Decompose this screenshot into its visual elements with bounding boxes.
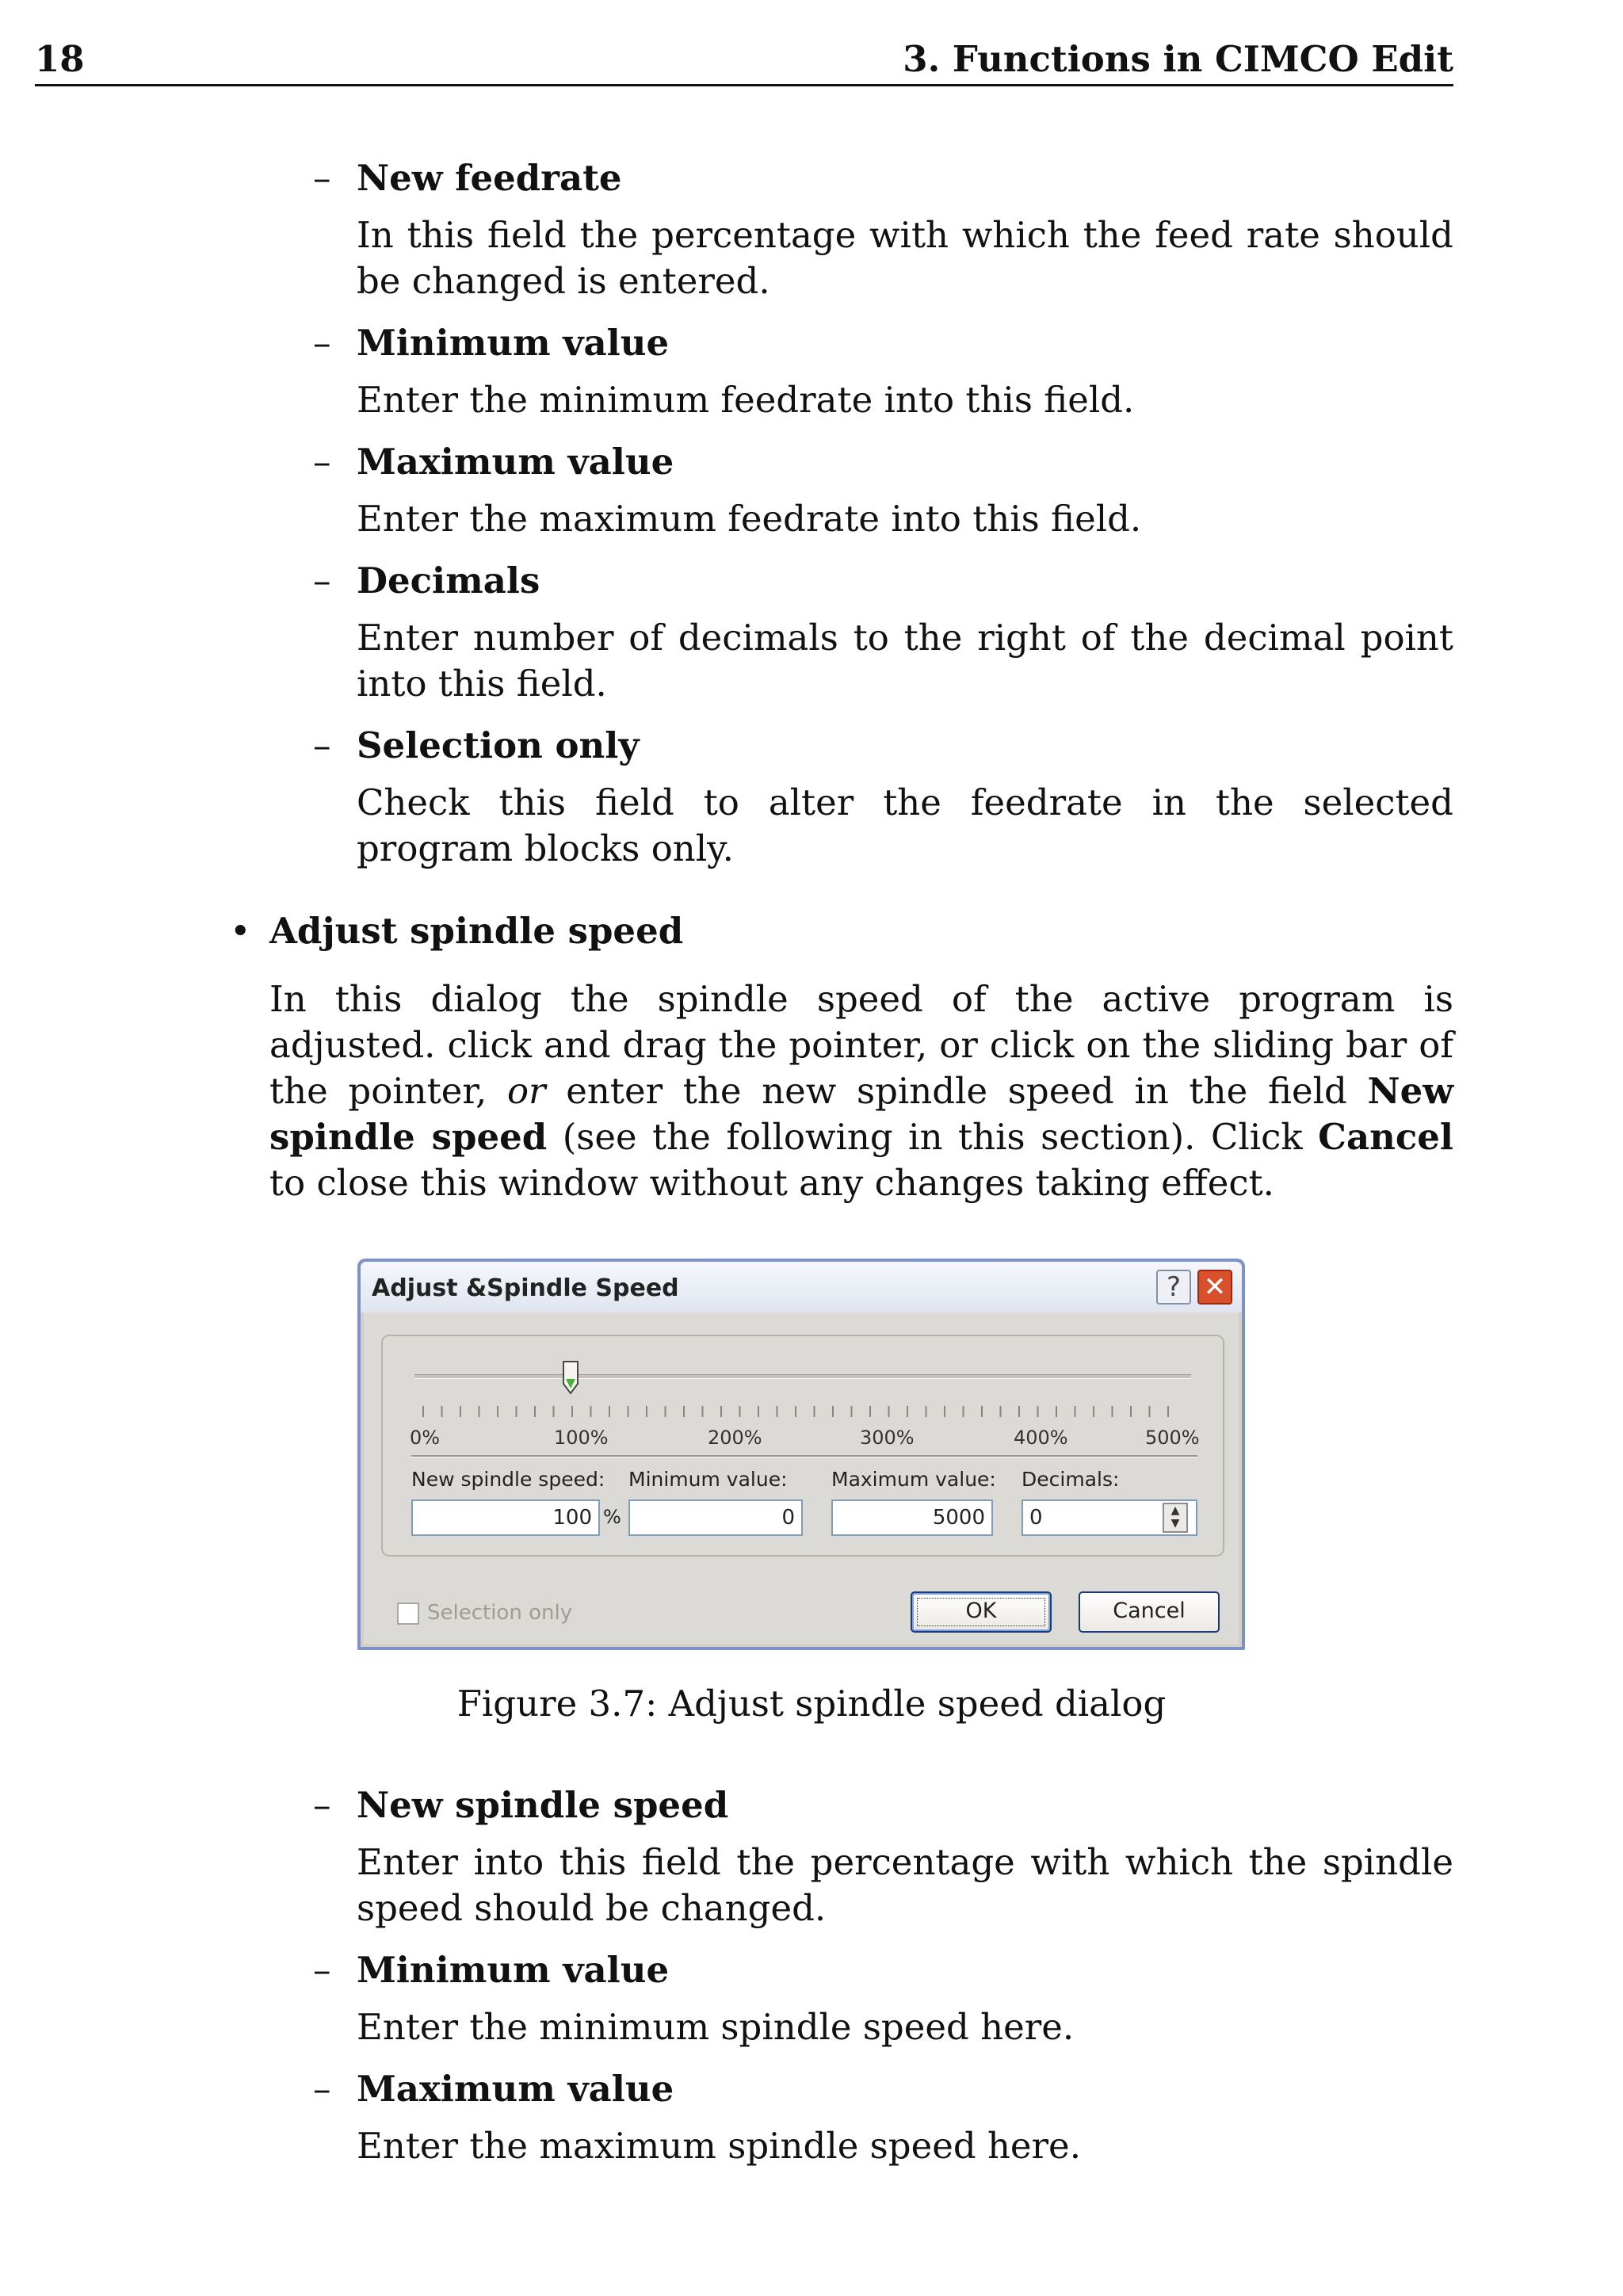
body-text: to close this window without any changes taking effect.	[269, 1162, 1274, 1204]
close-button[interactable]: ✕	[1197, 1270, 1232, 1305]
decimals-spinner[interactable]	[1163, 1503, 1188, 1533]
decimals-input[interactable]: 0	[1022, 1499, 1197, 1536]
body-strong: New spindle speed	[269, 1070, 1453, 1158]
new-spindle-speed-label: New spindle speed:	[411, 1468, 605, 1491]
body-text: In this dialog the spindle speed of the active program is adjusted. click and drag the pointer, or click on the sliding bar of the pointer,	[269, 978, 1453, 1112]
tick-label: 0%	[410, 1427, 441, 1449]
list-dash: –	[313, 2068, 331, 2110]
spin-up-icon[interactable]: ▲	[1170, 1504, 1180, 1517]
subsection-title	[313, 2068, 674, 2110]
subsection-title-text: New spindle speed	[357, 1784, 729, 1826]
cancel-button[interactable]	[1079, 1591, 1220, 1633]
body-strong: Cancel	[1318, 1116, 1453, 1158]
page-header	[35, 38, 1453, 86]
spin-down-icon[interactable]: ▼	[1170, 1517, 1180, 1530]
tick-label: 200%	[708, 1427, 762, 1449]
dialog-titlebar[interactable]	[361, 1262, 1242, 1312]
subsection-title-text: Minimum value	[357, 322, 670, 364]
selection-only-label: Selection only	[427, 1601, 573, 1625]
running-title: 3. Functions in CIMCO Edit	[903, 38, 1453, 80]
list-dash: –	[313, 441, 331, 483]
cancel-button-label: Cancel	[1113, 1599, 1186, 1623]
subsection-body: Check this field to alter the feedrate in the selected program blocks only.	[357, 781, 1453, 869]
list-dash: –	[313, 1784, 331, 1826]
bullet-icon: •	[230, 910, 251, 952]
subsection-title	[313, 157, 622, 199]
body-text: (see the following in this section). Click	[547, 1116, 1319, 1158]
subsection-title-text: Maximum value	[357, 2068, 674, 2110]
subsection-body: Enter into this field the percentage with which the spindle speed should be changed.	[357, 1841, 1453, 1929]
group-separator	[411, 1455, 1197, 1457]
new-spindle-speed-input[interactable]: 100	[411, 1499, 600, 1536]
tick-label: 300%	[860, 1427, 915, 1449]
subsection-title-text: Selection only	[357, 724, 640, 766]
list-dash: –	[313, 322, 331, 364]
list-dash: –	[313, 157, 331, 199]
subsection-title	[313, 441, 674, 483]
subsection-title	[313, 322, 670, 364]
subsection-title-text: New feedrate	[357, 157, 622, 199]
decimals-label: Decimals:	[1022, 1468, 1120, 1491]
subsection-body: Enter the minimum spindle speed here.	[357, 2006, 1075, 2048]
list-dash: –	[313, 724, 331, 766]
subsection-body: Enter the maximum feedrate into this field.	[357, 498, 1142, 540]
list-dash: –	[313, 1949, 331, 1991]
minimum-value-label: Minimum value:	[628, 1468, 788, 1491]
bullet-body	[269, 976, 1453, 1206]
subsection-title-text: Decimals	[357, 560, 540, 602]
bullet-heading-text: Adjust spindle speed	[269, 910, 684, 952]
list-dash: –	[313, 560, 331, 602]
body-emphasis: or	[506, 1070, 546, 1112]
maximum-value-label: Maximum value:	[831, 1468, 996, 1491]
bullet-heading	[230, 910, 684, 952]
percent-unit: %	[603, 1506, 621, 1528]
subsection-title	[313, 1949, 670, 1991]
subsection-body: In this field the percentage with which the feed rate should be changed is entered.	[357, 214, 1453, 302]
maximum-value-input[interactable]: 5000	[831, 1499, 993, 1536]
page-number: 18	[35, 38, 85, 80]
subsection-body: Enter the maximum spindle speed here.	[357, 2125, 1081, 2167]
spindle-slider-thumb[interactable]	[562, 1360, 579, 1395]
subsection-title-text: Minimum value	[357, 1949, 670, 1991]
figure-caption: Figure 3.7: Adjust spindle speed dialog	[456, 1683, 1167, 1725]
ok-button[interactable]	[911, 1591, 1052, 1633]
spindle-slider-track[interactable]	[414, 1374, 1191, 1379]
dialog-client	[364, 1312, 1239, 1644]
adjust-spindle-dialog	[357, 1259, 1245, 1650]
body-text: enter the new spindle speed in the field	[545, 1070, 1368, 1112]
subsection-body: Enter the minimum feedrate into this field.	[357, 379, 1135, 421]
subsection-title	[313, 560, 540, 602]
tick-label: 400%	[1014, 1427, 1068, 1449]
help-button[interactable]: ?	[1156, 1270, 1191, 1305]
tick-label: 500%	[1145, 1427, 1200, 1449]
dialog-title: Adjust &Spindle Speed	[372, 1274, 679, 1302]
slider-ticks	[422, 1406, 1183, 1417]
settings-group	[381, 1335, 1224, 1557]
focus-ring	[917, 1598, 1045, 1626]
minimum-value-input[interactable]: 0	[628, 1499, 803, 1536]
subsection-title	[313, 1784, 729, 1826]
ok-button-label: OK	[965, 1599, 997, 1623]
subsection-title	[313, 724, 640, 766]
selection-only-checkbox[interactable]	[397, 1603, 419, 1625]
tick-label: 100%	[554, 1427, 609, 1449]
subsection-title-text: Maximum value	[357, 441, 674, 483]
subsection-body: Enter number of decimals to the right of the decimal point into this field.	[357, 617, 1453, 705]
